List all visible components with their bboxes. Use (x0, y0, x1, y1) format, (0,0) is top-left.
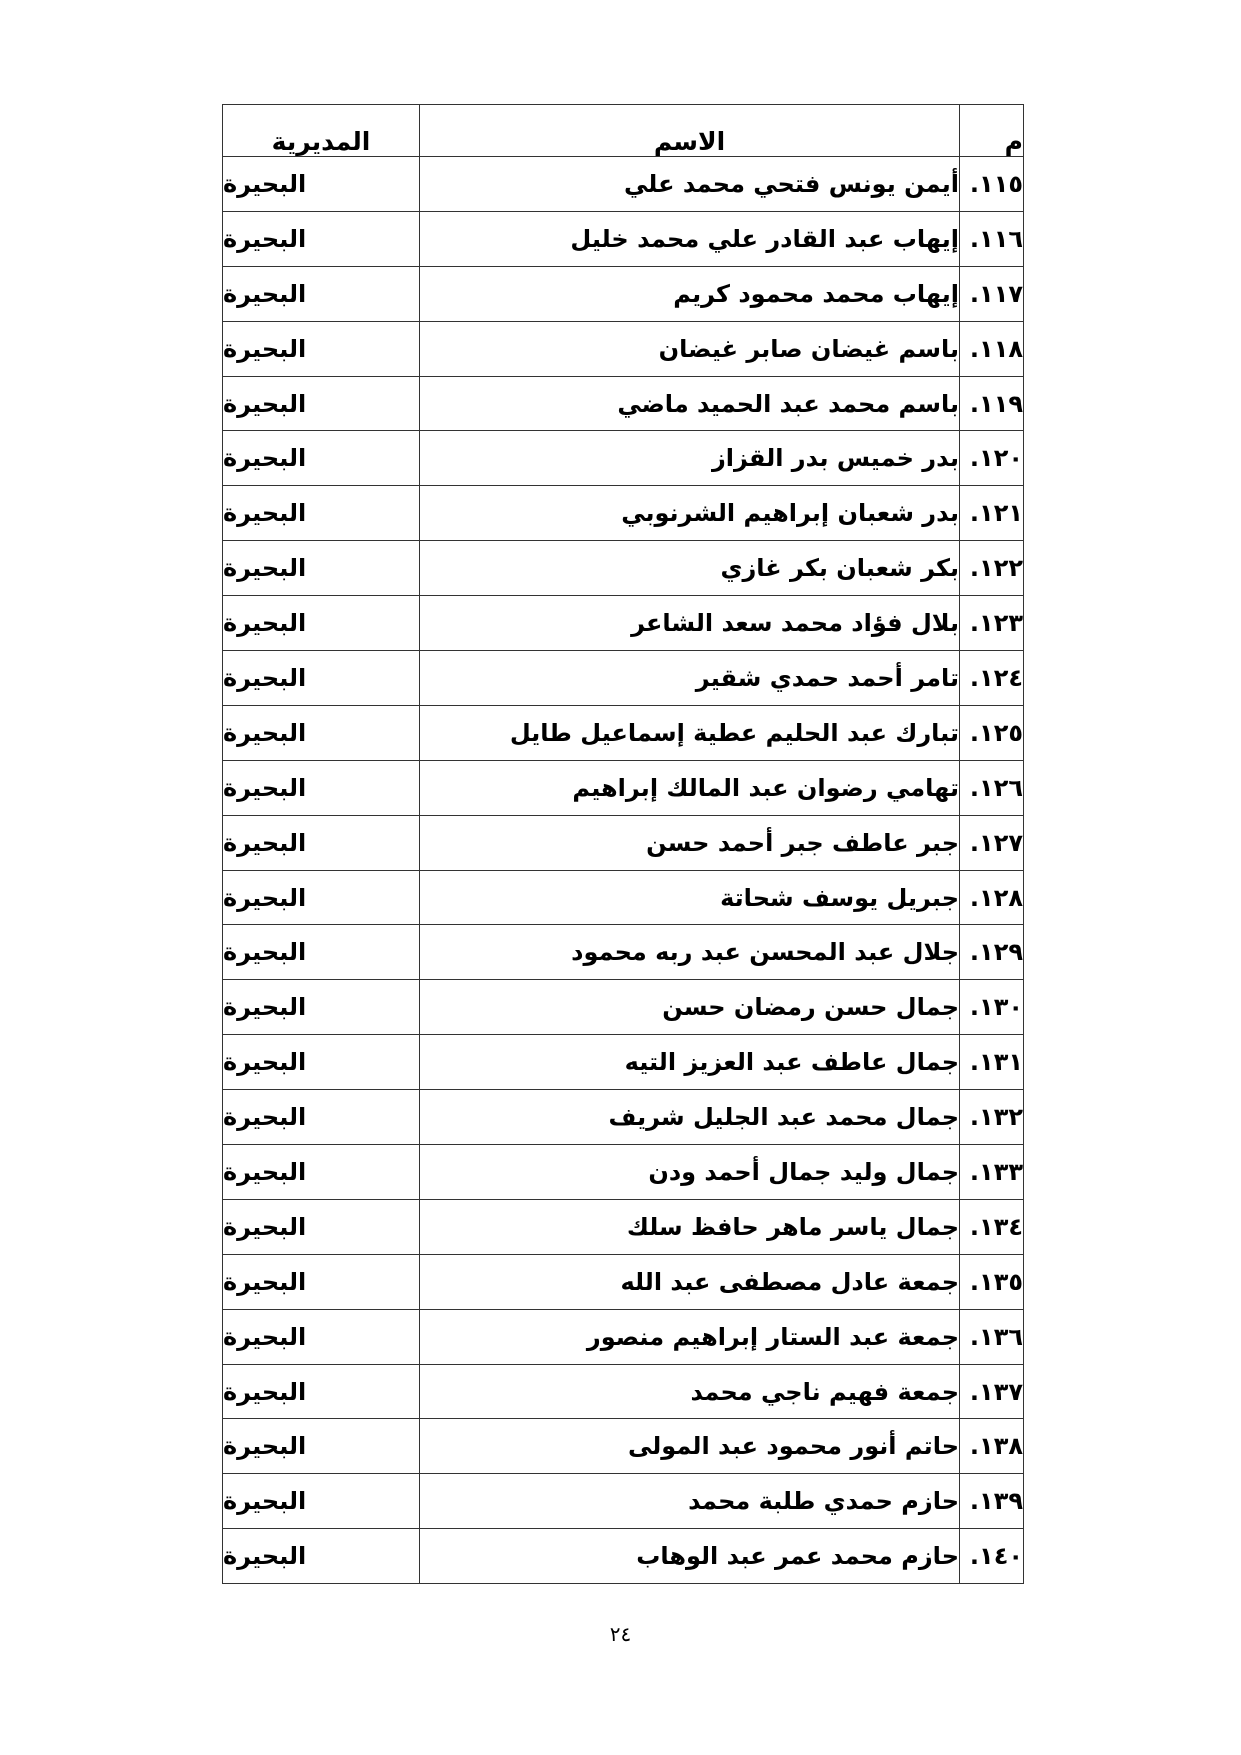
page-number: ٢٤ (609, 1622, 632, 1646)
row-number: ١٣٨. (960, 1419, 1024, 1474)
row-directorate: البحيرة (223, 1090, 420, 1145)
row-name: جمال حسن رمضان حسن (420, 980, 960, 1035)
row-directorate: البحيرة (223, 980, 420, 1035)
row-name: إيهاب عبد القادر علي محمد خليل (420, 211, 960, 266)
row-directorate: البحيرة (223, 266, 420, 321)
row-name: أيمن يونس فتحي محمد علي (420, 157, 960, 212)
row-directorate: البحيرة (223, 1254, 420, 1309)
row-number: ١٣٧. (960, 1364, 1024, 1419)
row-number: ١١٧. (960, 266, 1024, 321)
row-number: ١٣٣. (960, 1145, 1024, 1200)
row-directorate: البحيرة (223, 760, 420, 815)
row-number: ١٣٩. (960, 1474, 1024, 1529)
row-directorate: البحيرة (223, 1529, 420, 1584)
row-directorate: البحيرة (223, 815, 420, 870)
header-name: الاسم (420, 105, 960, 157)
table-row (223, 925, 1024, 980)
row-directorate: البحيرة (223, 1474, 420, 1529)
names-table (222, 104, 1024, 1584)
row-number: ١١٩. (960, 376, 1024, 431)
table-row (223, 157, 1024, 212)
table-row (223, 1035, 1024, 1090)
row-number: ١١٥. (960, 157, 1024, 212)
row-number: ١٢٤. (960, 651, 1024, 706)
header-directorate: المديرية (223, 105, 420, 157)
row-directorate: البحيرة (223, 870, 420, 925)
table-row (223, 541, 1024, 596)
row-directorate: البحيرة (223, 1199, 420, 1254)
row-name: جمعة عبد الستار إبراهيم منصور (420, 1309, 960, 1364)
row-name: جبريل يوسف شحاتة (420, 870, 960, 925)
table-header-row (223, 105, 1024, 157)
table-row (223, 1254, 1024, 1309)
table-row (223, 980, 1024, 1035)
row-name: إيهاب محمد محمود كريم (420, 266, 960, 321)
row-name: حازم محمد عمر عبد الوهاب (420, 1529, 960, 1584)
row-number: ١٢٦. (960, 760, 1024, 815)
table-row (223, 870, 1024, 925)
table-row (223, 1309, 1024, 1364)
row-number: ١٣٤. (960, 1199, 1024, 1254)
row-name: تهامي رضوان عبد المالك إبراهيم (420, 760, 960, 815)
table-row (223, 596, 1024, 651)
table-row (223, 651, 1024, 706)
table-row (223, 1419, 1024, 1474)
row-number: ١٢١. (960, 486, 1024, 541)
row-name: باسم غيضان صابر غيضان (420, 321, 960, 376)
row-number: ١٢٩. (960, 925, 1024, 980)
row-directorate: البحيرة (223, 376, 420, 431)
row-number: ١٢٧. (960, 815, 1024, 870)
row-directorate: البحيرة (223, 431, 420, 486)
row-directorate: البحيرة (223, 321, 420, 376)
table-row (223, 266, 1024, 321)
row-directorate: البحيرة (223, 486, 420, 541)
table-row (223, 815, 1024, 870)
row-directorate: البحيرة (223, 596, 420, 651)
table-row (223, 760, 1024, 815)
row-name: بكر شعبان بكر غازي (420, 541, 960, 596)
row-directorate: البحيرة (223, 1364, 420, 1419)
table-row (223, 1364, 1024, 1419)
table-row (223, 486, 1024, 541)
row-directorate: البحيرة (223, 1309, 420, 1364)
table-row (223, 321, 1024, 376)
row-directorate: البحيرة (223, 211, 420, 266)
row-number: ١٣٥. (960, 1254, 1024, 1309)
table-row (223, 1145, 1024, 1200)
row-number: ١٢٢. (960, 541, 1024, 596)
row-name: حاتم أنور محمود عبد المولى (420, 1419, 960, 1474)
table-row (223, 211, 1024, 266)
row-name: بدر شعبان إبراهيم الشرنوبي (420, 486, 960, 541)
row-name: جمعة عادل مصطفى عبد الله (420, 1254, 960, 1309)
row-number: ١٣١. (960, 1035, 1024, 1090)
row-number: ١٤٠. (960, 1529, 1024, 1584)
row-number: ١٢٠. (960, 431, 1024, 486)
row-number: ١٢٣. (960, 596, 1024, 651)
row-name: تبارك عبد الحليم عطية إسماعيل طايل (420, 705, 960, 760)
row-name: باسم محمد عبد الحميد ماضي (420, 376, 960, 431)
row-name: جمعة فهيم ناجي محمد (420, 1364, 960, 1419)
row-name: جمال ياسر ماهر حافظ سلك (420, 1199, 960, 1254)
row-name: جمال وليد جمال أحمد ودن (420, 1145, 960, 1200)
row-name: جلال عبد المحسن عبد ربه محمود (420, 925, 960, 980)
row-directorate: البحيرة (223, 705, 420, 760)
row-directorate: البحيرة (223, 157, 420, 212)
row-number: ١٢٥. (960, 705, 1024, 760)
table-row (223, 1474, 1024, 1529)
header-number: م (960, 105, 1024, 157)
row-number: ١١٨. (960, 321, 1024, 376)
table-row (223, 1529, 1024, 1584)
row-number: ١٣٦. (960, 1309, 1024, 1364)
row-directorate: البحيرة (223, 1145, 420, 1200)
row-number: ١١٦. (960, 211, 1024, 266)
row-name: بدر خميس بدر القزاز (420, 431, 960, 486)
row-directorate: البحيرة (223, 651, 420, 706)
row-name: جمال عاطف عبد العزيز التيه (420, 1035, 960, 1090)
row-number: ١٣٢. (960, 1090, 1024, 1145)
row-name: جمال محمد عبد الجليل شريف (420, 1090, 960, 1145)
row-directorate: البحيرة (223, 1419, 420, 1474)
table-row (223, 1199, 1024, 1254)
table-row (223, 1090, 1024, 1145)
row-name: حازم حمدي طلبة محمد (420, 1474, 960, 1529)
row-number: ١٢٨. (960, 870, 1024, 925)
row-directorate: البحيرة (223, 541, 420, 596)
table-row (223, 431, 1024, 486)
row-directorate: البحيرة (223, 1035, 420, 1090)
row-name: جبر عاطف جبر أحمد حسن (420, 815, 960, 870)
table-row (223, 376, 1024, 431)
table-row (223, 705, 1024, 760)
row-name: بلال فؤاد محمد سعد الشاعر (420, 596, 960, 651)
row-directorate: البحيرة (223, 925, 420, 980)
row-number: ١٣٠. (960, 980, 1024, 1035)
row-name: تامر أحمد حمدي شقير (420, 651, 960, 706)
